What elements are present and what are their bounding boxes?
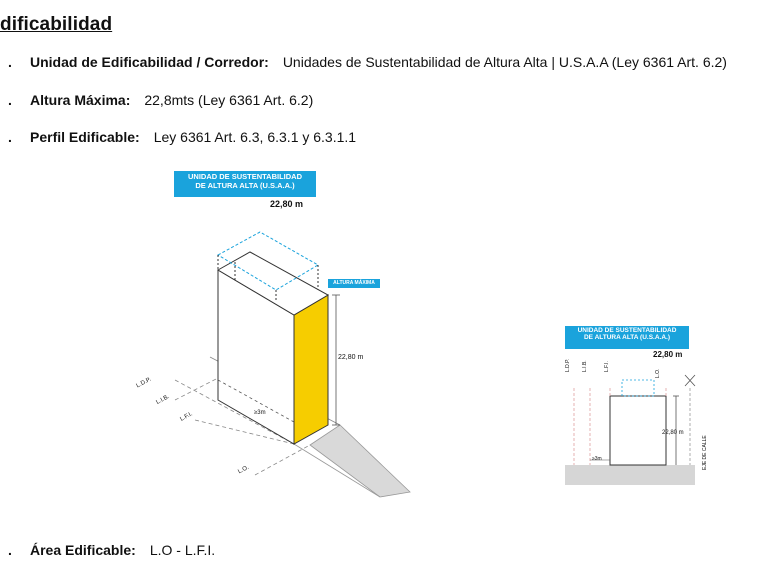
eje-label: EJE DE CALLE bbox=[702, 435, 708, 470]
info-label: Área Edificable: bbox=[30, 542, 136, 558]
building-section bbox=[610, 396, 666, 465]
lib-label: L.I.B. bbox=[155, 394, 171, 406]
street-strip bbox=[310, 425, 410, 497]
bullet: . bbox=[8, 129, 12, 145]
tag-line: DE ALTURA ALTA (U.S.A.A.) bbox=[583, 334, 671, 342]
bullet: . bbox=[8, 54, 12, 70]
altura-maxima-tag: ALTURA MÁXIMA bbox=[328, 279, 380, 288]
lfi-label: L.F.I. bbox=[179, 411, 194, 423]
bullet: . bbox=[8, 92, 12, 108]
height-label-left: 22,80 m bbox=[270, 199, 304, 209]
setback-label-right: ≥3m bbox=[592, 456, 602, 462]
lo-label-right: L.O. bbox=[655, 368, 661, 378]
usaa-tag-right bbox=[565, 326, 689, 349]
lib-label-right: L.I.B. bbox=[582, 360, 588, 372]
info-label: Perfil Edificable: bbox=[30, 129, 140, 145]
info-value: Ley 6361 Art. 6.3, 6.3.1 y 6.3.1.1 bbox=[153, 129, 357, 145]
tag-line: UNIDAD DE SUSTENTABILIDAD bbox=[187, 172, 303, 181]
lo-line bbox=[255, 445, 310, 475]
section-title: dificabilidad bbox=[0, 14, 113, 35]
section-diagram bbox=[560, 360, 700, 490]
tag-line: DE ALTURA ALTA (U.S.A.A.) bbox=[195, 180, 295, 190]
tag-line: UNIDAD DE SUSTENTABILIDAD bbox=[577, 327, 677, 334]
height-label-right: 22,80 m bbox=[653, 350, 683, 359]
upper-volume-dashed bbox=[622, 380, 654, 396]
bullet: . bbox=[8, 542, 12, 558]
building-front-face bbox=[294, 295, 328, 444]
info-value: Unidades de Sustentabilidad de Altura Alta | U.S.A.A (Ley 6361 Art. 6.2) bbox=[282, 54, 727, 70]
lo-label: L.O. bbox=[237, 464, 251, 476]
info-row-area bbox=[8, 542, 215, 558]
info-label: Unidad de Edificabilidad / Corredor: bbox=[30, 54, 269, 70]
dim-label-left: 22,80 m bbox=[338, 354, 364, 361]
setback-label-left: ≥3m bbox=[254, 410, 266, 416]
ldp-label-right: L.D.P. bbox=[565, 358, 571, 372]
ground bbox=[565, 465, 695, 485]
dim-label-right: 22,80 m bbox=[662, 430, 684, 436]
ldp-label: L.D.P. bbox=[135, 376, 153, 390]
info-label: Altura Máxima: bbox=[30, 92, 131, 108]
info-value: 22,8mts (Ley 6361 Art. 6.2) bbox=[144, 92, 314, 108]
info-value: L.O - L.F.I. bbox=[149, 542, 216, 558]
lfi-label-right: L.F.I. bbox=[604, 361, 610, 372]
lib-line bbox=[175, 378, 218, 400]
